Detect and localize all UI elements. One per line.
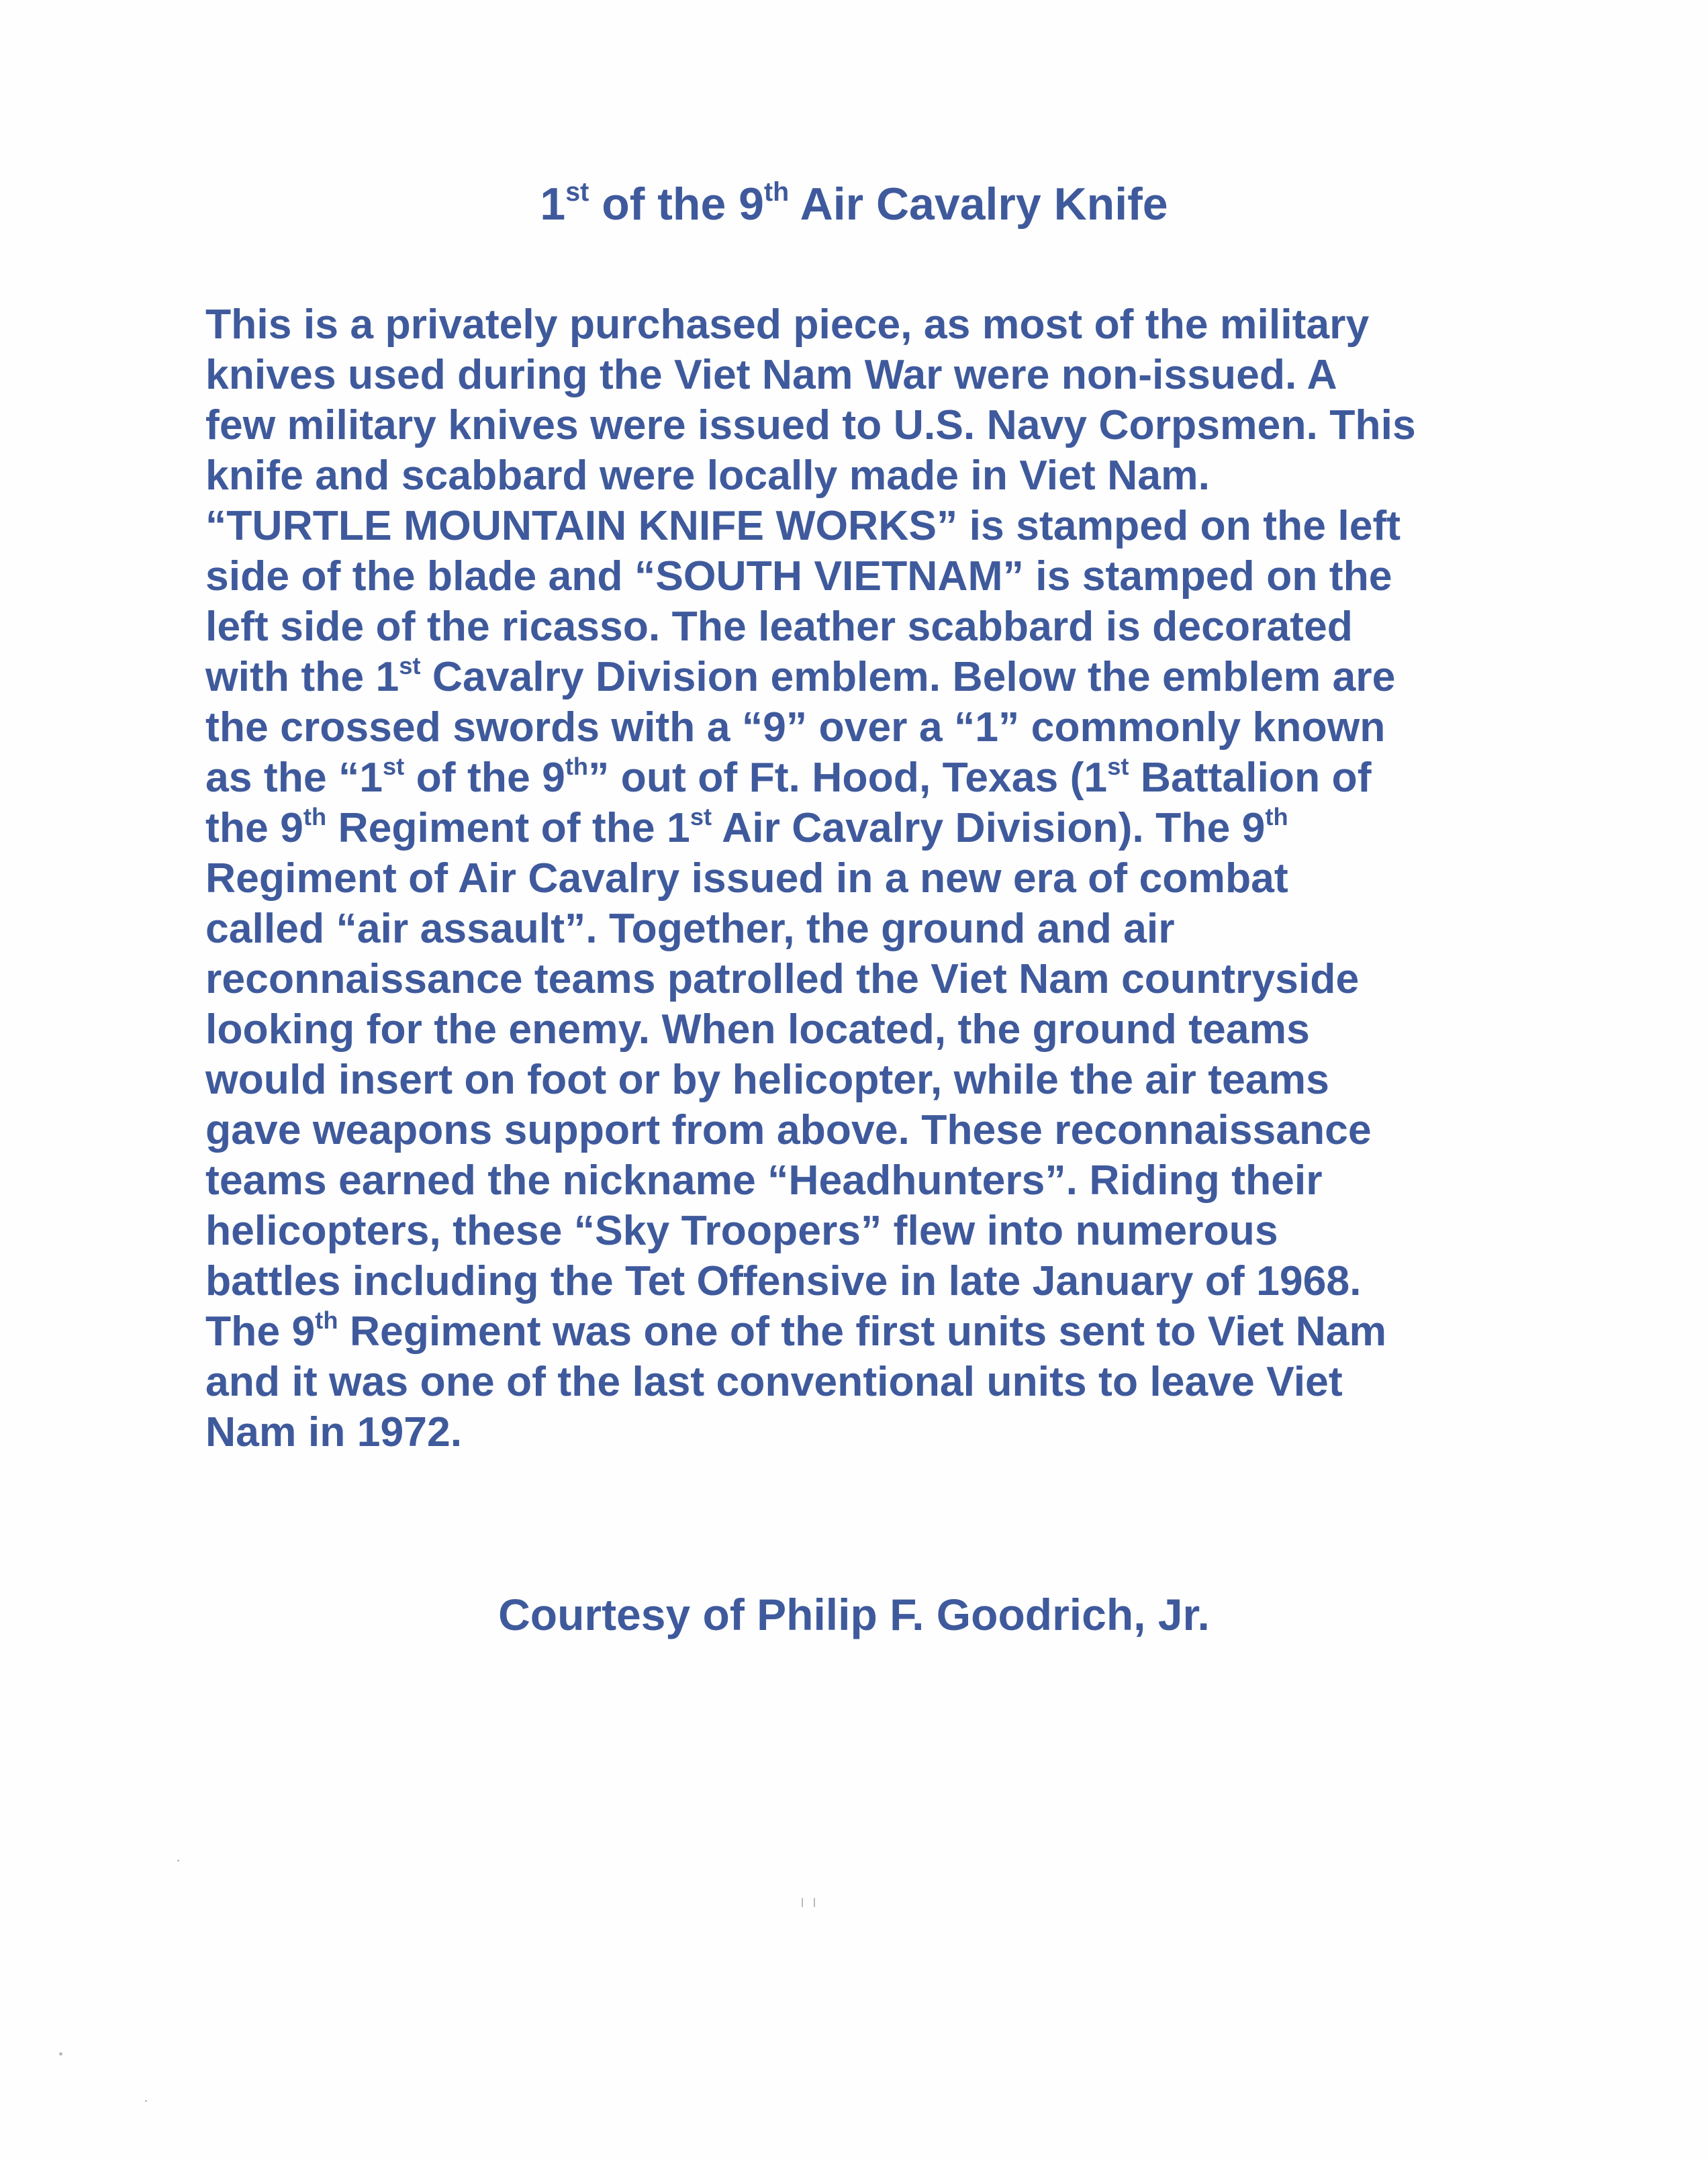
paragraph-line: with the 1st Cavalry Division emblem. Below the emblem are (205, 651, 1396, 700)
paragraph-line: Nam in 1972. (205, 1408, 463, 1455)
paragraph-line: battles including the Tet Offensive in late January of 1968. (205, 1257, 1362, 1304)
paragraph-line: Regiment of Air Cavalry issued in a new era of combat (205, 855, 1288, 902)
courtesy-credit: Courtesy of Philip F. Goodrich, Jr. (498, 1590, 1210, 1639)
paragraph-line: would insert on foot or by helicopter, while the air teams (205, 1056, 1329, 1103)
title-text: Air Cavalry Knife (789, 179, 1168, 230)
paragraph-line: knives used during the Viet Nam War were non-issued. A (205, 351, 1337, 398)
scan-speck (802, 1898, 803, 1907)
paragraph-line: few military knives were issued to U.S. Navy Corpsmen. This (205, 401, 1416, 448)
paragraph-line: teams earned the nickname “Headhunters”. Riding their (205, 1157, 1323, 1204)
paragraph-line: called “air assault”. Together, the ground and air (205, 905, 1175, 952)
title-text: of the 9 (589, 179, 764, 230)
document-title (0, 177, 1708, 230)
paragraph-line: This is a privately purchased piece, as most of the military (205, 301, 1370, 348)
paragraph-line: side of the blade and “SOUTH VIETNAM” is stamped on the (205, 553, 1392, 599)
scan-speck (59, 2052, 62, 2056)
paragraph-line: looking for the enemy. When located, the ground teams (205, 1006, 1310, 1053)
paragraph-line: “TURTLE MOUNTAIN KNIFE WORKS” is stamped on the left (205, 502, 1401, 549)
paragraph-line: knife and scabbard were locally made in Viet Nam. (205, 452, 1210, 499)
scan-speck (814, 1898, 815, 1907)
body-paragraph (205, 299, 1548, 1457)
paragraph-line: and it was one of the last conventional units to leave Viet (205, 1358, 1343, 1405)
scan-speck (177, 1860, 179, 1862)
paragraph-line: the 9th Regiment of the 1st Air Cavalry Division). The 9th (205, 802, 1288, 851)
paragraph-line: as the “1st of the 9th” out of Ft. Hood, Texas (1st Battalion of (205, 752, 1372, 801)
paragraph-line: left side of the ricasso. The leather scabbard is decorated (205, 603, 1353, 650)
scan-speck (145, 2100, 147, 2102)
paragraph-line: gave weapons support from above. These reconnaissance (205, 1106, 1372, 1153)
title-superscript: th (764, 177, 790, 207)
paragraph-line: helicopters, these “Sky Troopers” flew into numerous (205, 1207, 1278, 1254)
paragraph-line: reconnaissance teams patrolled the Viet Nam countryside (205, 955, 1360, 1002)
title-superscript: st (565, 177, 589, 207)
paragraph-line: the crossed swords with a “9” over a “1” commonly known (205, 704, 1386, 751)
paragraph-line: The 9th Regiment was one of the first units sent to Viet Nam (205, 1306, 1387, 1355)
title-text: 1 (540, 179, 566, 230)
